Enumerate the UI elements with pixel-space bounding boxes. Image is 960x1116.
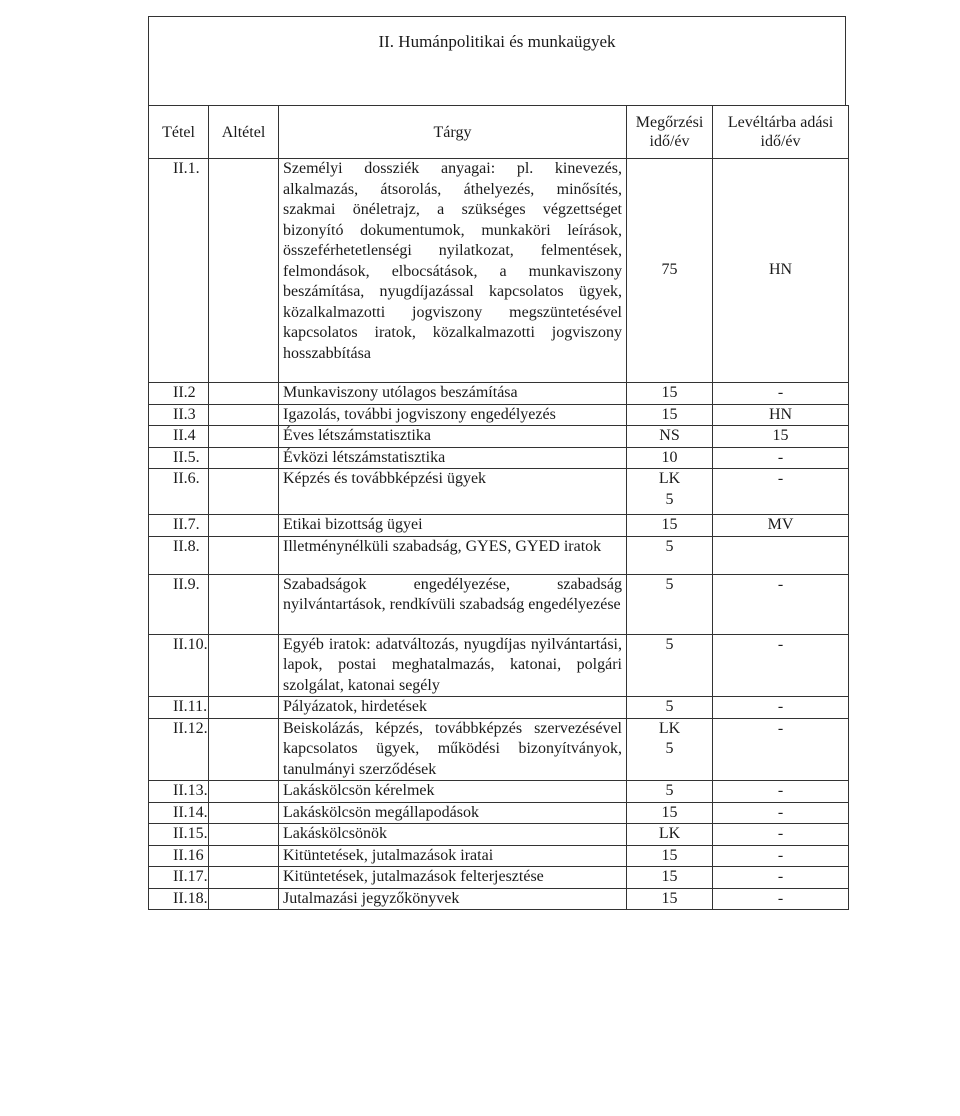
row-leveltar: - [713, 867, 849, 889]
table-row [149, 634, 849, 697]
row-leveltar [713, 536, 849, 574]
row-targy: Személyi dossziék anyagai: pl. kinevezés, alkalmazás, átsorolás, áthelyezés, minősítés, szakmai önéletrajz, a szükséges végzettséget bizonyító dokumentumok, munkaköri leírások, összeférhetetlenségi nyilatkozat, felmentések, felmondások, elbocsátások, a munkaviszony beszámítása, nyugdíjazással kapcsolatos ügyek, közalkalmazotti jogviszony megszüntetésével kapcsolatos iratok, közalkalmazotti jogviszony hosszabbítása [279, 159, 627, 383]
row-leveltar: - [713, 781, 849, 803]
row-megorzes [627, 383, 713, 405]
row-altetel [209, 383, 279, 405]
row-tetel: II.4 [149, 426, 209, 448]
table-row [149, 888, 849, 910]
megorzes-value: 15 [661, 846, 678, 864]
table-header-row [149, 106, 849, 159]
megorzes-value-secondary: 5 [665, 490, 674, 508]
row-targy: Kitüntetések, jutalmazások iratai [279, 845, 627, 867]
table-row [149, 536, 849, 574]
row-altetel [209, 824, 279, 846]
megorzes-value: LK [658, 470, 681, 487]
row-targy: Pályázatok, hirdetések [279, 697, 627, 719]
table-row [149, 383, 849, 405]
row-leveltar: HN [713, 159, 849, 383]
row-megorzes [627, 574, 713, 634]
row-altetel [209, 845, 279, 867]
row-megorzes [627, 718, 713, 781]
row-tetel: II.14. [149, 802, 209, 824]
table-row [149, 159, 849, 383]
megorzes-value: LK [658, 825, 681, 842]
row-leveltar: - [713, 383, 849, 405]
row-altetel [209, 718, 279, 781]
row-tetel: II.3 [149, 404, 209, 426]
row-tetel: II.12. [149, 718, 209, 781]
row-altetel [209, 404, 279, 426]
row-targy: Kitüntetések, jutalmazások felterjesztése [279, 867, 627, 889]
row-altetel [209, 426, 279, 448]
row-leveltar: 15 [713, 426, 849, 448]
row-megorzes [627, 867, 713, 889]
row-tetel: II.11. [149, 697, 209, 719]
row-tetel: II.15. [149, 824, 209, 846]
row-leveltar: - [713, 634, 849, 697]
row-megorzes [627, 845, 713, 867]
row-megorzes [627, 426, 713, 448]
row-targy: Illetménynélküli szabadság, GYES, GYED iratok [279, 536, 627, 574]
row-altetel [209, 515, 279, 537]
row-megorzes [627, 888, 713, 910]
row-leveltar: - [713, 888, 849, 910]
row-leveltar: - [713, 718, 849, 781]
records-table [148, 105, 849, 910]
megorzes-value: 10 [661, 448, 678, 466]
megorzes-value: 15 [661, 516, 678, 533]
row-altetel [209, 802, 279, 824]
table-row [149, 845, 849, 867]
table-row [149, 718, 849, 781]
row-tetel: II.16 [149, 845, 209, 867]
row-targy: Egyéb iratok: adatváltozás, nyugdíjas nyilvántartási, lapok, postai meghatalmazás, katonai, polgári szolgálat, katonai segély [279, 634, 627, 697]
header-targy: Tárgy [279, 106, 627, 159]
megorzes-value: LK [658, 719, 681, 737]
table-row [149, 781, 849, 803]
table-row [149, 447, 849, 469]
table-row [149, 404, 849, 426]
row-altetel [209, 888, 279, 910]
table-row [149, 426, 849, 448]
megorzes-value: 5 [665, 782, 674, 799]
row-altetel [209, 536, 279, 574]
row-targy: Éves létszámstatisztika [279, 426, 627, 448]
megorzes-value: 5 [665, 575, 674, 593]
row-targy: Képzés és továbbképzési ügyek [279, 469, 627, 515]
row-megorzes [627, 781, 713, 803]
megorzes-value: 5 [665, 537, 674, 555]
row-altetel [209, 867, 279, 889]
megorzes-value: 5 [665, 698, 674, 715]
page-title: II. Humánpolitikai és munkaügyek [378, 32, 616, 51]
row-targy: Évközi létszámstatisztika [279, 447, 627, 469]
row-leveltar: HN [713, 404, 849, 426]
row-tetel: II.10. [149, 634, 209, 697]
row-megorzes [627, 159, 713, 383]
megorzes-value: 75 [661, 261, 678, 279]
row-targy: Igazolás, további jogviszony engedélyezés [279, 404, 627, 426]
megorzes-value: 15 [661, 405, 678, 423]
row-tetel: II.17. [149, 867, 209, 889]
row-tetel: II.6. [149, 469, 209, 515]
table-row [149, 697, 849, 719]
row-tetel: II.1. [149, 159, 209, 383]
megorzes-value: 15 [661, 803, 678, 821]
row-tetel: II.7. [149, 515, 209, 537]
row-altetel [209, 574, 279, 634]
row-tetel: II.18. [149, 888, 209, 910]
table-row [149, 824, 849, 846]
row-leveltar: - [713, 824, 849, 846]
row-megorzes [627, 697, 713, 719]
row-altetel [209, 447, 279, 469]
table-row [149, 574, 849, 634]
row-leveltar: - [713, 802, 849, 824]
document-page [148, 16, 846, 910]
row-tetel: II.9. [149, 574, 209, 634]
row-tetel: II.13. [149, 781, 209, 803]
row-megorzes [627, 536, 713, 574]
row-megorzes [627, 634, 713, 697]
megorzes-value: 15 [661, 889, 678, 907]
header-tetel: Tétel [149, 106, 209, 159]
megorzes-value: NS [659, 427, 680, 444]
row-leveltar: - [713, 447, 849, 469]
table-row [149, 867, 849, 889]
table-row [149, 802, 849, 824]
row-megorzes [627, 469, 713, 515]
row-megorzes [627, 447, 713, 469]
row-targy: Etikai bizottság ügyei [279, 515, 627, 537]
row-megorzes [627, 824, 713, 846]
row-altetel [209, 469, 279, 515]
row-altetel [209, 781, 279, 803]
row-leveltar: - [713, 845, 849, 867]
row-megorzes [627, 515, 713, 537]
megorzes-value-secondary: 5 [665, 740, 674, 757]
header-leveltar: Levéltárba adási idő/év [713, 106, 849, 159]
row-altetel [209, 159, 279, 383]
row-targy: Jutalmazási jegyzőkönyvek [279, 888, 627, 910]
row-targy: Lakáskölcsön kérelmek [279, 781, 627, 803]
row-targy: Szabadságok engedélyezése, szabadság nyilvántartások, rendkívüli szabadság engedélyezése [279, 574, 627, 634]
header-megorzesi: Megőrzési idő/év [627, 106, 713, 159]
title-box [148, 16, 846, 105]
table-row [149, 469, 849, 515]
row-altetel [209, 697, 279, 719]
row-megorzes [627, 802, 713, 824]
row-altetel [209, 634, 279, 697]
row-leveltar: - [713, 697, 849, 719]
megorzes-value: 5 [665, 635, 674, 653]
row-targy: Lakáskölcsön megállapodások [279, 802, 627, 824]
row-tetel: II.5. [149, 447, 209, 469]
row-targy: Lakáskölcsönök [279, 824, 627, 846]
megorzes-value: 15 [661, 384, 678, 401]
row-tetel: II.2 [149, 383, 209, 405]
table-row [149, 515, 849, 537]
row-targy: Beiskolázás, képzés, továbbképzés szervezésével kapcsolatos ügyek, működési bizonyítványok, tanulmányi szerződések [279, 718, 627, 781]
row-tetel: II.8. [149, 536, 209, 574]
row-megorzes [627, 404, 713, 426]
row-leveltar: - [713, 574, 849, 634]
row-targy: Munkaviszony utólagos beszámítása [279, 383, 627, 405]
row-leveltar: - [713, 469, 849, 515]
header-altetel: Altétel [209, 106, 279, 159]
megorzes-value: 15 [661, 868, 678, 885]
row-leveltar: MV [713, 515, 849, 537]
